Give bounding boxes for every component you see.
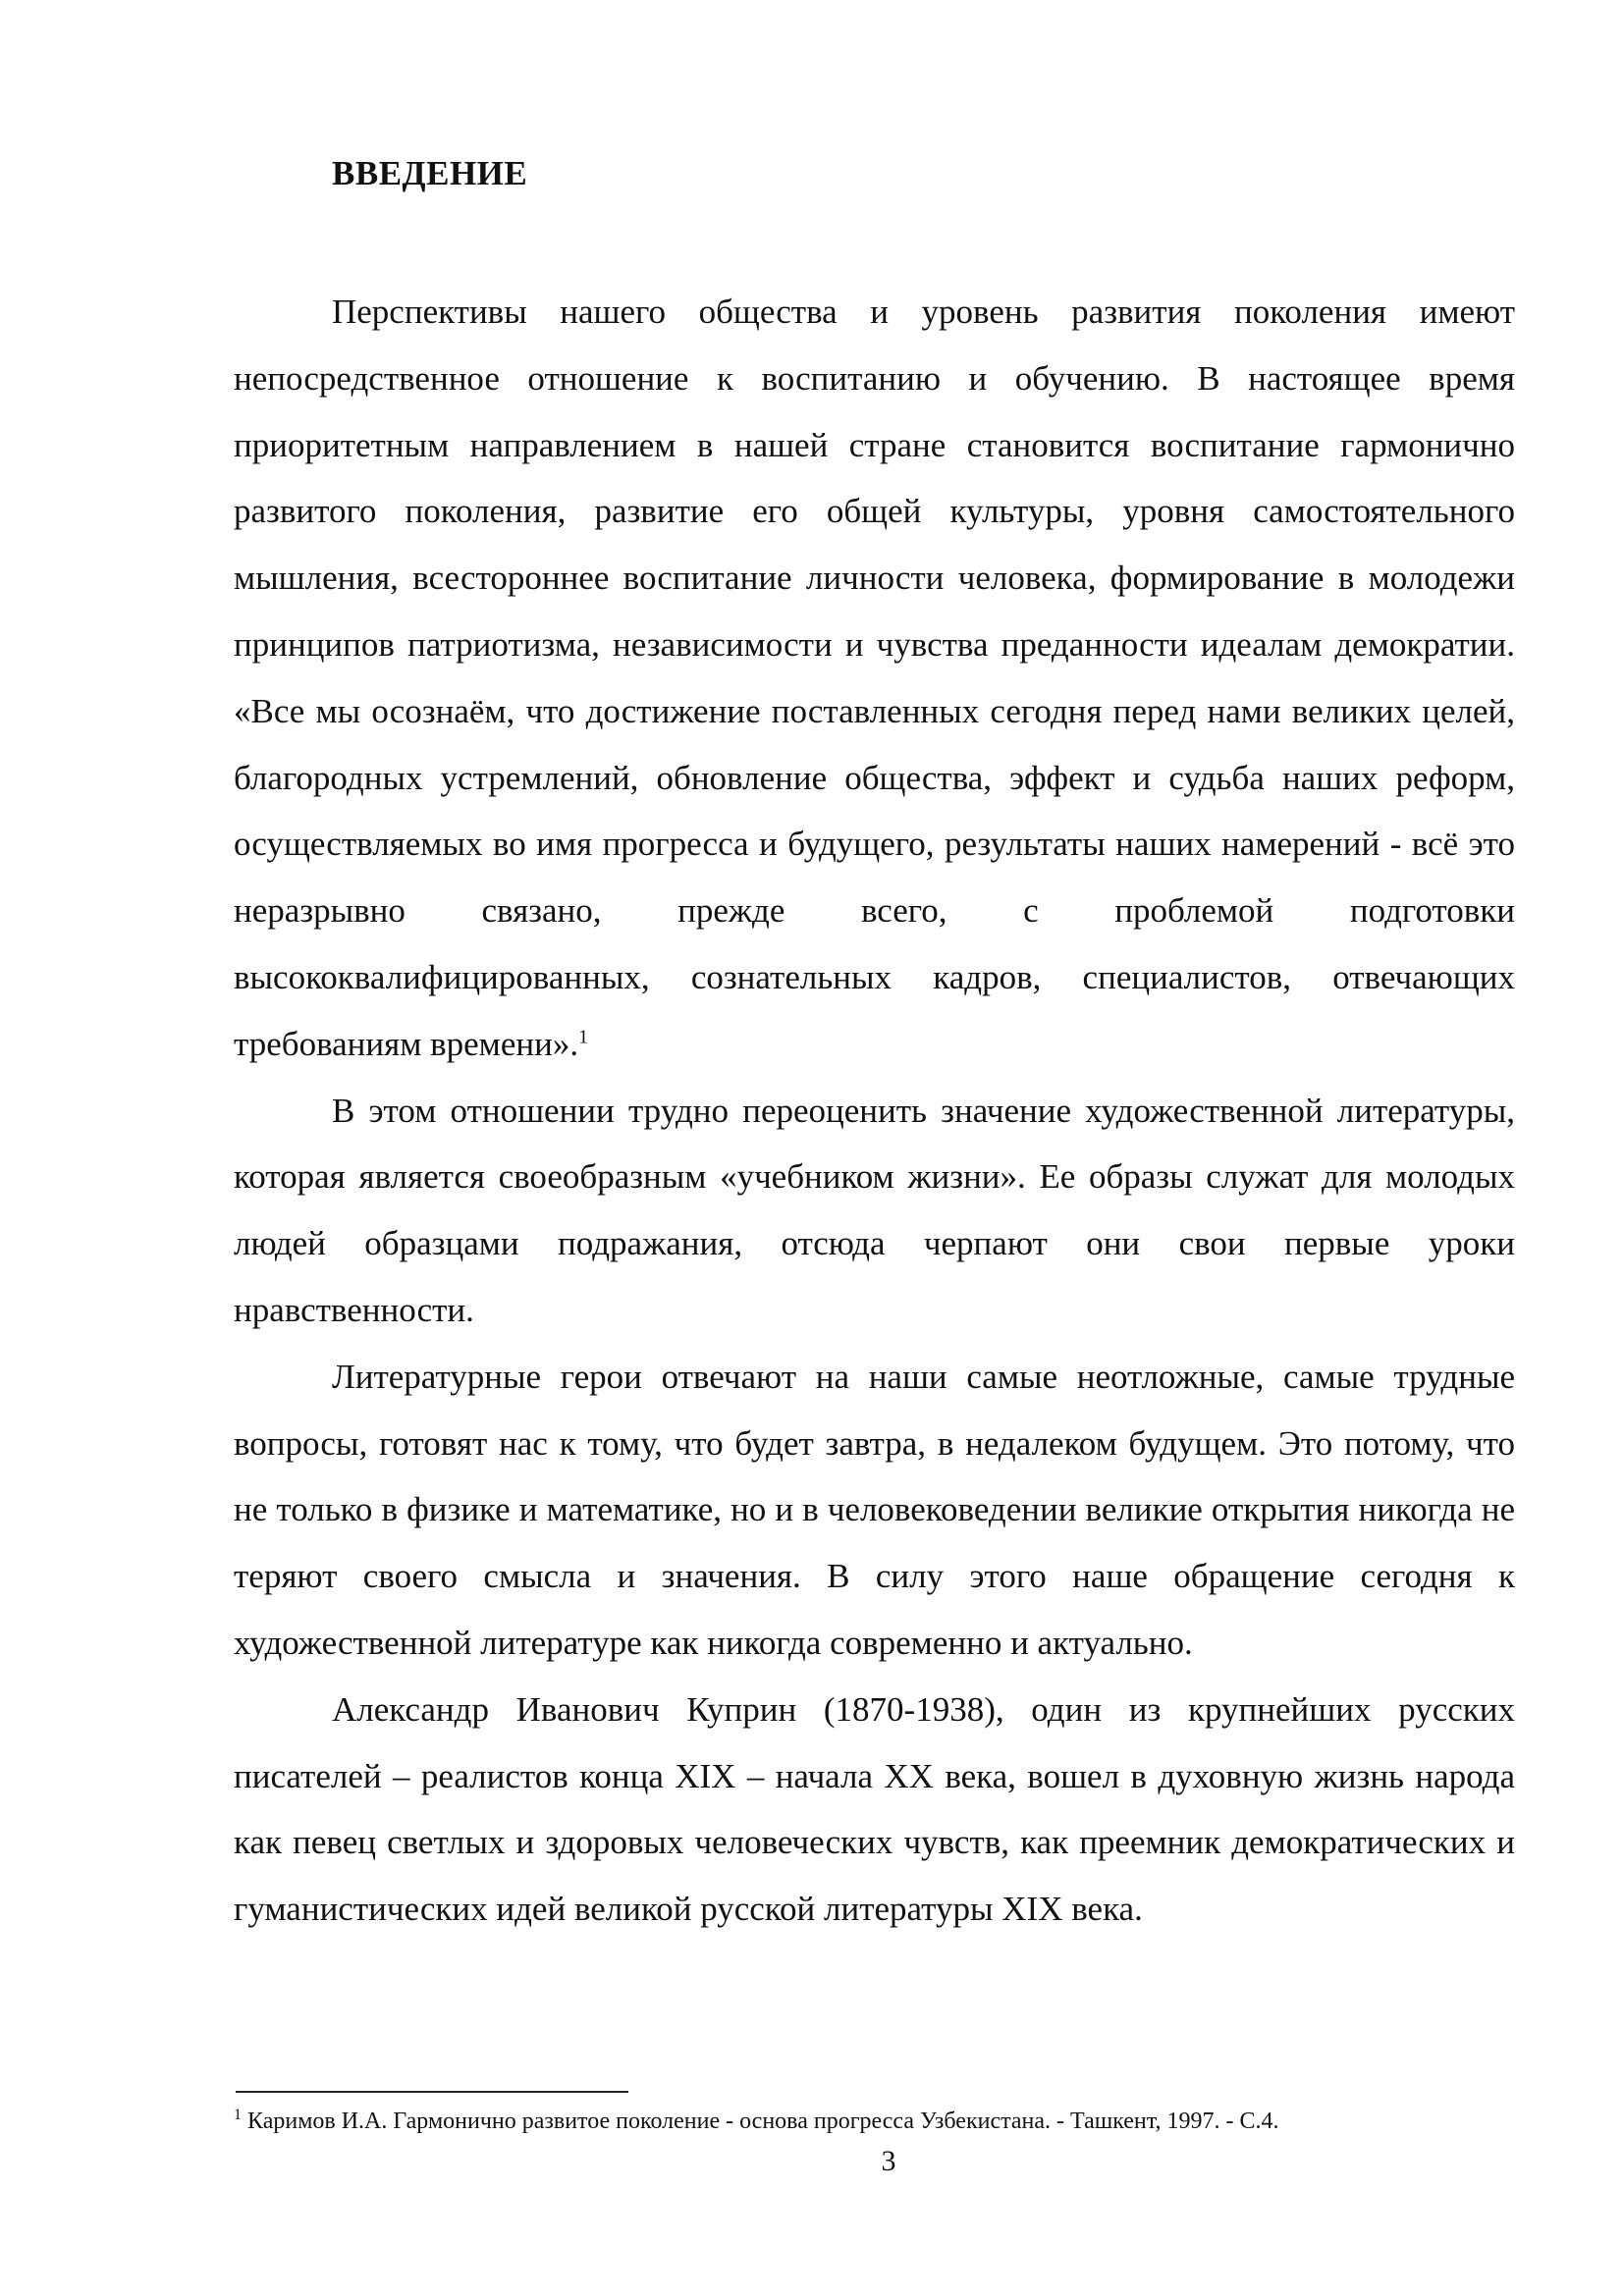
paragraph-2 [234,1078,1515,1344]
paragraph-1 [234,279,1515,1078]
footnote-marker: 1 [234,2107,242,2123]
body-text [234,279,1515,1943]
paragraph-4 [234,1677,1515,1943]
paragraph-3 [234,1344,1515,1677]
footnote-text: Каримов И.А. Гармонично развитое поколение - основа прогресса Узбекистана. - Ташкент, 1997. - С.4. [242,2109,1279,2134]
paragraph-4-text: Александр Иванович Куприн (1870-1938), один из крупнейших русских писателей – реалистов конца XIX – начала XX века, вошел в духовную жизнь народа как певец светлых и здоровых человеческих чувств, как преемник демократических и гуманистических идей великой русской литературы XIX века. [234,1689,1515,1929]
footnote-reference: 1 [578,1026,589,1048]
section-heading: ВВЕДЕНИЕ [332,154,528,192]
page-number: 3 [881,2145,896,2177]
paragraph-1-text: Перспективы нашего общества и уровень развития поколения имеют непосредственное отношение к воспитанию и обучению. В настоящее время приоритетным направлением в нашей стране становится воспитание гармонично развитого поколения, развитие его общей культуры, уровня самостоятельного мышления, всестороннее воспитание личности человека, формирование в молодежи принципов патриотизма, независимости и чувства преданности идеалам демократии. «Все мы осознаём, что достижение поставленных сегодня перед нами великих целей, благородных устремлений, обновление общества, эффект и судьба наших реформ, осуществляемых во имя прогресса и будущего, результаты наших намерений - всё это неразрывно связано, прежде всего, с проблемой подготовки высококвалифицированных, сознательных кадров, специалистов, отвечающих требованиям времени». [234,293,1515,1063]
footnote-separator [236,2091,628,2093]
footnote [234,2108,1520,2135]
paragraph-3-text: Литературные герои отвечают на наши самые неотложные, самые трудные вопросы, готовят нас к тому, что будет завтра, в недалеком будущем. Это потому, что не только в физике и математике, но и в человековедении великие открытия никогда не теряют своего смысла и значения. В силу этого наше обращение сегодня к художественной литературе как никогда современно и актуально. [234,1357,1515,1662]
paragraph-2-text: В этом отношении трудно переоценить значение художественной литературы, которая является своеобразным «учебником жизни». Ее образы служат для молодых людей образцами подражания, отсюда черпают они свои первые уроки нравственности. [234,1091,1515,1329]
